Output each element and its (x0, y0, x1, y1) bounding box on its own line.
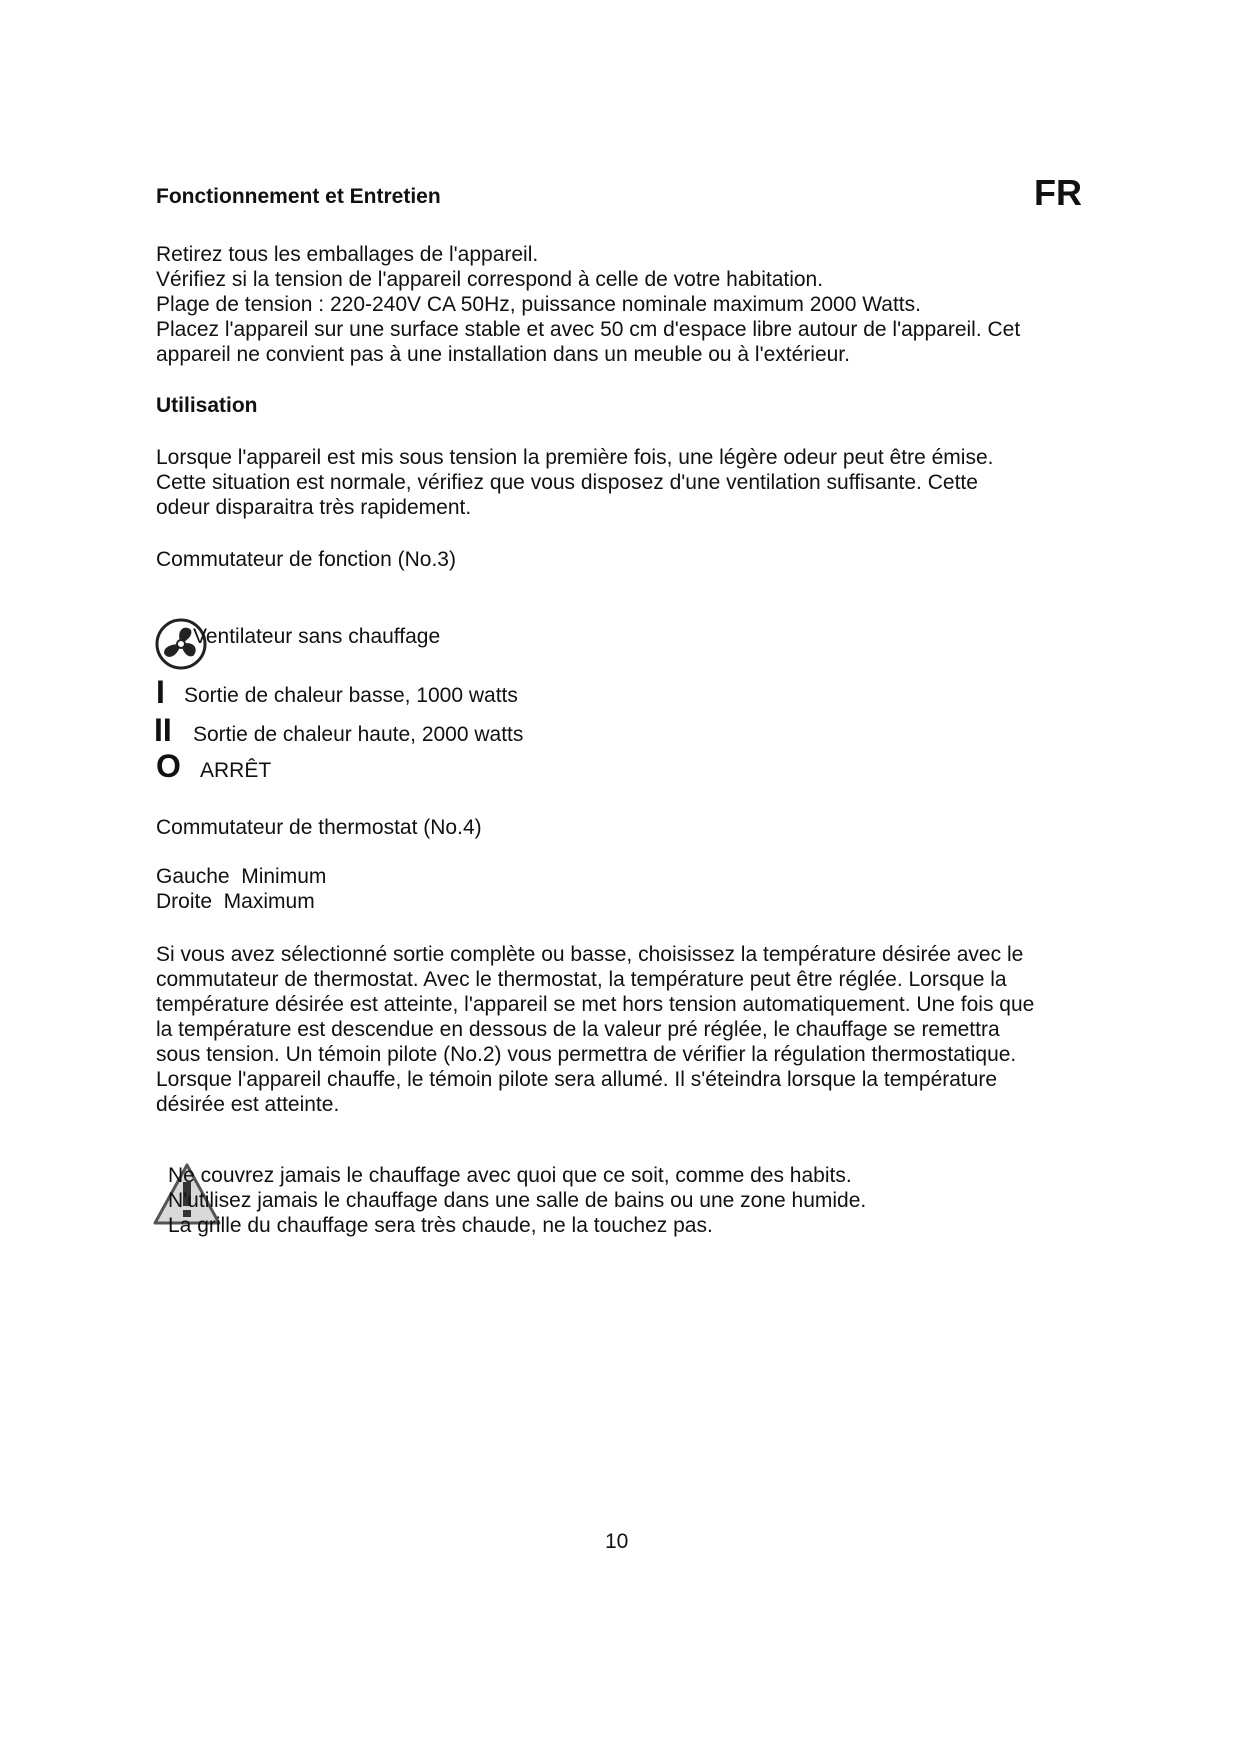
thermostat-line: Lorsque l'appareil chauffe, le témoin pilote sera allumé. Il s'éteindra lorsque la température (156, 1068, 998, 1091)
language-code: FR (1034, 172, 1082, 213)
thermostat-left: Gauche Minimum (156, 865, 327, 888)
thermostat-line: commutateur de thermostat. Avec le thermostat, la température peut être réglée. Lorsque la (156, 968, 1007, 991)
intro-line: Placez l'appareil sur une surface stable et avec 50 cm d'espace libre autour de l'appareil. Cet (156, 318, 1021, 341)
thermostat-line: désirée est atteinte. (156, 1093, 340, 1116)
thermostat-right: Droite Maximum (156, 890, 315, 913)
warning-line: N'utilisez jamais le chauffage dans une salle de bains ou une zone humide. (168, 1189, 867, 1212)
warning-line: La grille du chauffage sera très chaude, ne la touchez pas. (168, 1214, 713, 1237)
utilisation-title: Utilisation (156, 394, 258, 417)
thermostat-line: Si vous avez sélectionné sortie complète ou basse, choisissez la température désirée avec le (156, 943, 1024, 966)
symbol-high: II (154, 712, 172, 748)
thermostat-title: Commutateur de thermostat (No.4) (156, 816, 482, 839)
label-low: Sortie de chaleur basse, 1000 watts (184, 684, 518, 707)
symbol-off: O (156, 748, 181, 784)
page-number: 10 (605, 1530, 629, 1553)
thermostat-settings (156, 864, 326, 914)
label-high: Sortie de chaleur haute, 2000 watts (193, 723, 524, 746)
utilisation-line: Cette situation est normale, vérifiez que vous disposez d'une ventilation suffisante. Cette (156, 471, 978, 494)
intro-paragraph (156, 242, 1020, 367)
warnings-list (168, 1163, 866, 1238)
thermostat-line: température désirée est atteinte, l'appareil se met hors tension automatiquement. Une fois que (156, 993, 1035, 1016)
intro-line: Retirez tous les emballages de l'appareil. (156, 243, 539, 266)
label-off: ARRÊT (200, 759, 272, 782)
intro-line: appareil ne convient pas à une installation dans un meuble ou à l'extérieur. (156, 343, 850, 366)
utilisation-line: odeur disparaitra très rapidement. (156, 496, 472, 519)
thermostat-line: sous tension. Un témoin pilote (No.2) vous permettra de vérifier la régulation thermostatique. (156, 1043, 1017, 1066)
thermostat-line: la température est descendue en dessous de la valeur pré réglée, le chauffage se remettra (156, 1018, 1000, 1041)
fan-label: Ventilateur sans chauffage (193, 625, 441, 648)
symbol-low: I (156, 674, 165, 710)
thermostat-paragraph (156, 942, 1034, 1117)
intro-line: Vérifiez si la tension de l'appareil correspond à celle de votre habitation. (156, 268, 824, 291)
intro-line: Plage de tension : 220-240V CA 50Hz, puissance nominale maximum 2000 Watts. (156, 293, 921, 316)
utilisation-paragraph (156, 445, 993, 520)
section-title: Fonctionnement et Entretien (156, 185, 441, 208)
utilisation-line: Lorsque l'appareil est mis sous tension la première fois, une légère odeur peut être émise. (156, 446, 994, 469)
warning-line: Ne couvrez jamais le chauffage avec quoi que ce soit, comme des habits. (168, 1164, 852, 1187)
function-switch-title: Commutateur de fonction (No.3) (156, 548, 456, 571)
